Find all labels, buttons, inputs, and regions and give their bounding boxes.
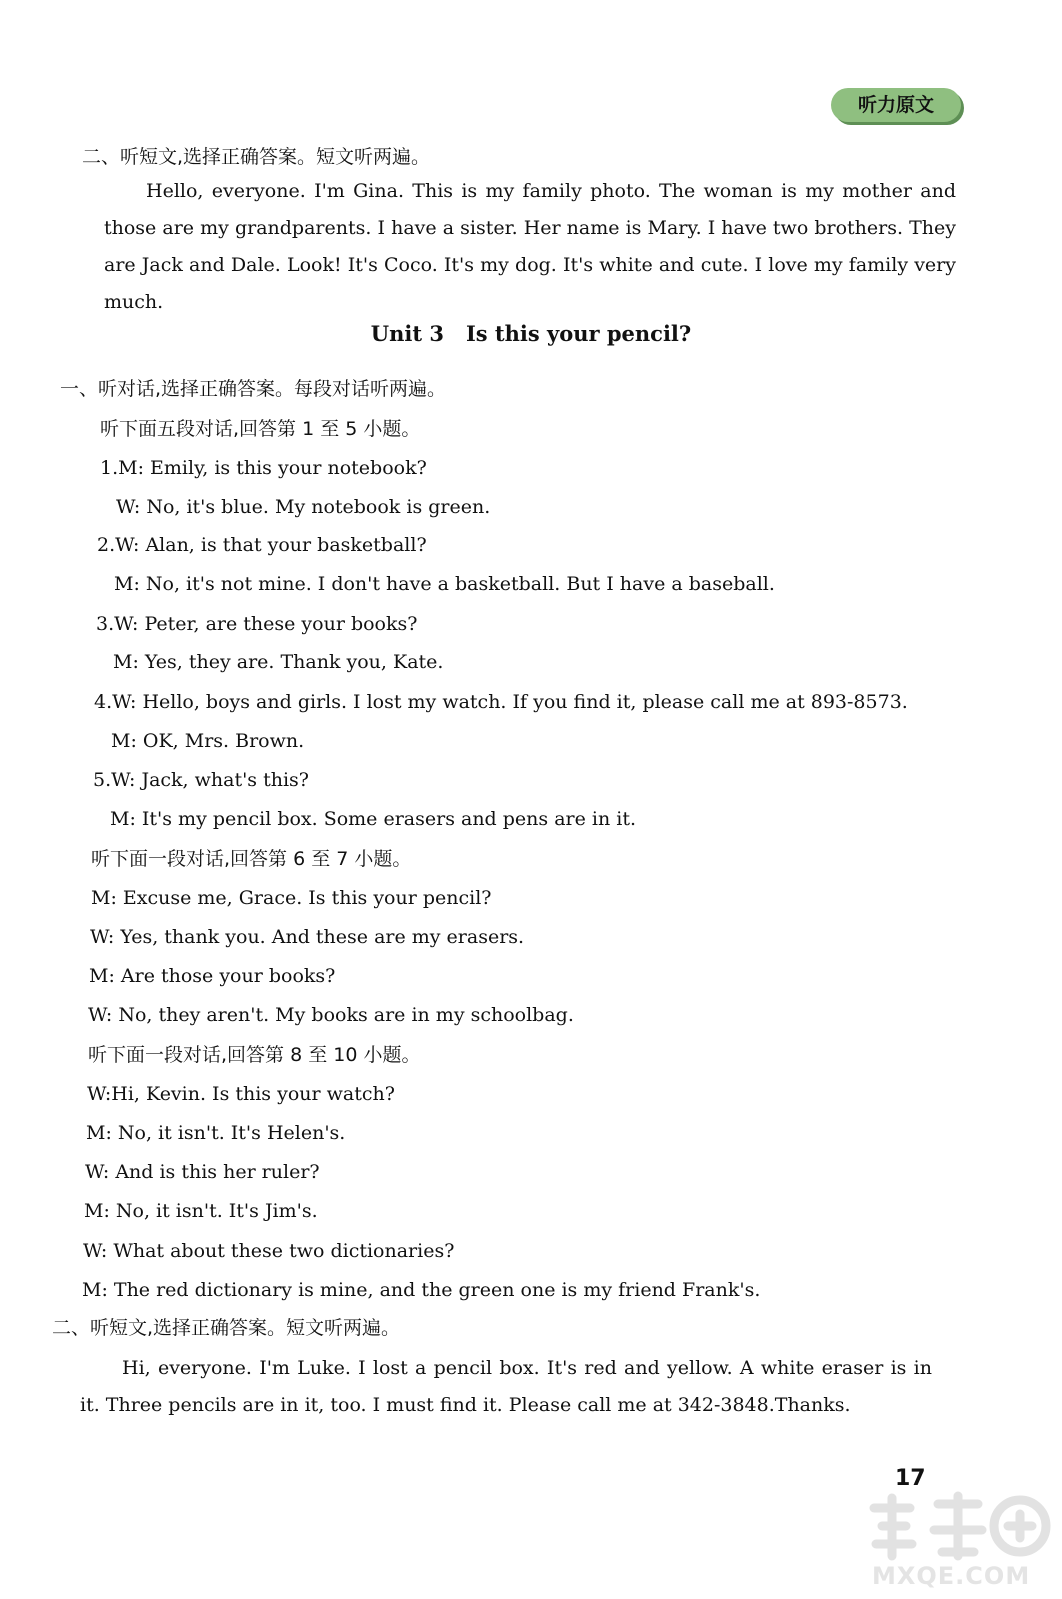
dialogue-line: M: Excuse me, Grace. Is this your pencil? — [91, 887, 492, 909]
dialogue-line: M: No, it isn't. It's Helen's. — [86, 1122, 346, 1144]
dialogue-line: M: Are those your books? — [89, 965, 336, 987]
page-number: 17 — [895, 1466, 926, 1491]
dialogue-line: W:Hi, Kevin. Is this your watch? — [87, 1083, 395, 1105]
part1-intro-3: 听下面一段对话,回答第 8 至 10 小题。 — [88, 1044, 421, 1066]
dialogue-line: 2.W: Alan, is that your basketball? — [97, 534, 427, 556]
dialogue-line: M: The red dictionary is mine, and the green one is my friend Frank's. — [82, 1279, 761, 1301]
dialogue-line: 1.M: Emily, is this your notebook? — [100, 457, 427, 479]
dialogue-line: M: It's my pencil box. Some erasers and pens are in it. — [110, 808, 636, 830]
dialogue-line: 3.W: Peter, are these your books? — [96, 613, 418, 635]
watermark-text: MXQE.COM — [872, 1562, 1031, 1590]
dialogue-line: 5.W: Jack, what's this? — [93, 769, 309, 791]
dialogue-line: 4.W: Hello, boys and girls. I lost my watch. If you find it, please call me at 893-8573. — [94, 691, 908, 713]
section-heading: 二、听短文,选择正确答案。短文听两遍。 — [82, 146, 431, 168]
unit-name: Is this your pencil? — [465, 321, 692, 346]
dialogue-line: W: And is this her ruler? — [85, 1161, 320, 1183]
dialogue-line: M: Yes, they are. Thank you, Kate. — [113, 651, 444, 673]
passage-gina: Hello, everyone. I'm Gina. This is my family photo. The woman is my mother and those are my grandparents. I have a sister. Her name is Mary. I have two brothers. They are Jack and Dale. Look! It's Coco. It's my dog. It's white and cute. I love my family very much. — [104, 180, 956, 313]
dialogue-line: W: No, it's blue. My notebook is green. — [116, 496, 491, 518]
listening-script-badge: 听力原文 — [831, 88, 961, 122]
unit-title — [0, 320, 1062, 348]
dialogue-line: M: No, it's not mine. I don't have a basketball. But I have a baseball. — [114, 573, 775, 595]
dialogue-line: W: Yes, thank you. And these are my erasers. — [90, 926, 525, 948]
part2-heading: 二、听短文,选择正确答案。短文听两遍。 — [52, 1317, 401, 1339]
dialogue-line: M: OK, Mrs. Brown. — [111, 730, 305, 752]
part1-intro-2: 听下面一段对话,回答第 6 至 7 小题。 — [91, 848, 412, 870]
dialogue-line: M: No, it isn't. It's Jim's. — [84, 1200, 318, 1222]
part1-heading: 一、听对话,选择正确答案。每段对话听两遍。 — [60, 378, 447, 400]
part1-intro-1: 听下面五段对话,回答第 1 至 5 小题。 — [100, 418, 421, 440]
unit-number: Unit 3 — [370, 321, 444, 346]
dialogue-line: W: No, they aren't. My books are in my schoolbag. — [88, 1004, 574, 1026]
dialogue-line: W: What about these two dictionaries? — [83, 1240, 455, 1262]
passage-luke: Hi, everyone. I'm Luke. I lost a pencil box. It's red and yellow. A white eraser is in it. Three pencils are in it, too. I must find it. Please call me at 342-3848.Thanks. — [80, 1357, 932, 1416]
